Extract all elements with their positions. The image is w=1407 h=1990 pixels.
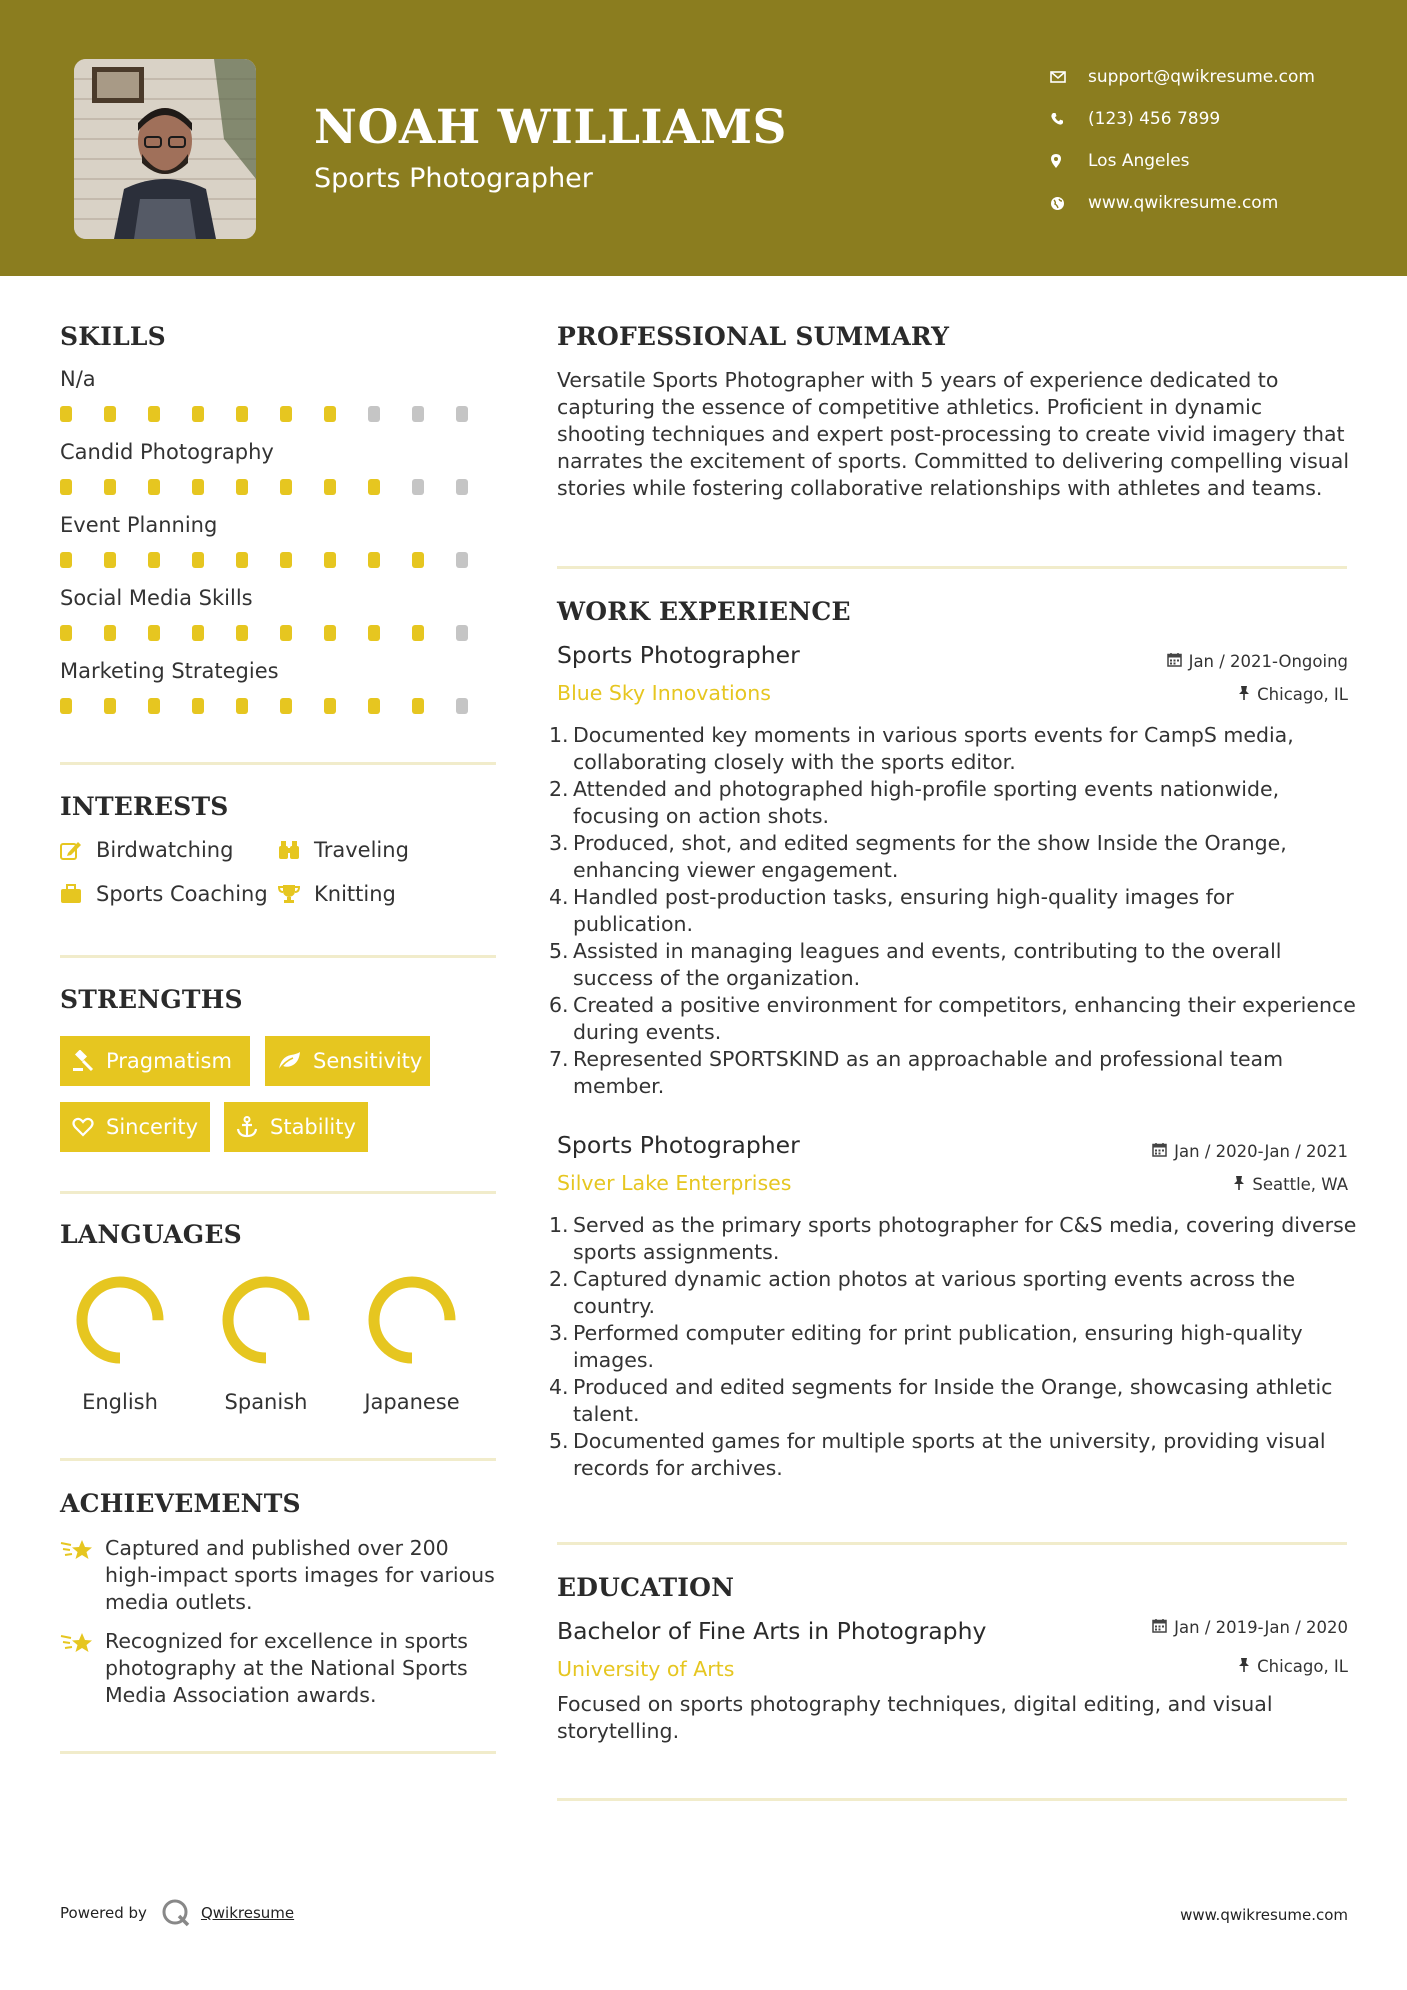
divider: [60, 1458, 496, 1461]
language-item: [352, 1272, 472, 1414]
skill-rating: [60, 625, 500, 641]
language-label: English: [82, 1390, 158, 1414]
map-pin-icon: [1050, 153, 1088, 169]
skill-dot-filled: [60, 406, 72, 422]
job-bullet: [549, 1428, 1357, 1482]
bullet-number: 4.: [549, 885, 569, 909]
bullet-number: 3.: [549, 1321, 569, 1345]
shooting-star-icon: [60, 1628, 105, 1709]
job-date: [1167, 652, 1348, 671]
bullet-number: 1.: [549, 723, 569, 747]
interests-heading: INTERESTS: [60, 792, 229, 821]
languages-heading: LANGUAGES: [60, 1220, 242, 1249]
skill-dot-filled: [324, 625, 336, 641]
skill-item: [60, 364, 500, 437]
shooting-star-icon: [60, 1535, 105, 1616]
skill-dot-filled: [412, 698, 424, 714]
skill-dot-filled: [324, 698, 336, 714]
envelope-icon: [1050, 71, 1088, 83]
interest-item: [278, 882, 396, 906]
education-date-text: Jan / 2019-Jan / 2020: [1174, 1618, 1348, 1637]
job-date-text: Jan / 2020-Jan / 2021: [1174, 1142, 1348, 1161]
skill-dot-filled: [148, 406, 160, 422]
divider: [557, 1798, 1347, 1801]
pushpin-icon: [1238, 1657, 1250, 1676]
bullet-text: Documented key moments in various sports events for CampS media, collaborating closely with the sports editor.: [573, 723, 1294, 774]
skill-dot-empty: [456, 406, 468, 422]
contact-location-text: Los Angeles: [1088, 151, 1190, 171]
job-bullet: [549, 1374, 1357, 1428]
skill-dot-filled: [280, 479, 292, 495]
footer-powered-by: [60, 1898, 294, 1928]
pencil-square-icon: [60, 840, 96, 860]
candidate-role: Sports Photographer: [314, 163, 593, 194]
calendar-icon: [1152, 1618, 1167, 1637]
skill-label: N/a: [60, 367, 96, 391]
bullet-text: Captured dynamic action photos at various sporting events across the country.: [573, 1267, 1296, 1318]
skill-dot-filled: [60, 479, 72, 495]
bullet-text: Produced, shot, and edited segments for the show Inside the Orange, enhancing viewer engagement.: [573, 831, 1287, 882]
interest-item: [60, 838, 233, 862]
skill-dot-empty: [456, 479, 468, 495]
skill-dot-empty: [456, 625, 468, 641]
skill-dot-filled: [412, 625, 424, 641]
job-bullet: [549, 1212, 1357, 1266]
achievement-text: Captured and published over 200 high-impact sports images for various media outlets.: [105, 1536, 495, 1614]
bullet-text: Served as the primary sports photographer for C&S media, covering diverse sports assignments.: [573, 1213, 1357, 1264]
qwikresume-link[interactable]: Qwikresume: [200, 1904, 295, 1922]
summary-text: Versatile Sports Photographer with 5 years of experience dedicated to capturing the essence of competitive athletics. Proficient in dynamic shooting techniques and expert post-processing to create vivid imagery that narrates the excitement of sports. Committed to delivering compelling visual stories while fostering collaborative relationships with athletes and teams.: [557, 368, 1350, 500]
skill-item: [60, 656, 500, 729]
skills-list: [60, 364, 500, 729]
skill-dot-filled: [280, 406, 292, 422]
strength-label: Stability: [270, 1115, 356, 1139]
bullet-text: Created a positive environment for competitors, enhancing their experience during events.: [573, 993, 1356, 1044]
contact-location: [1050, 140, 1315, 182]
skill-rating: [60, 479, 500, 495]
skill-dot-filled: [60, 698, 72, 714]
job-title: Sports Photographer: [557, 641, 800, 669]
skill-rating: [60, 552, 500, 568]
achievements-heading: ACHIEVEMENTS: [60, 1489, 301, 1518]
bullet-text: Documented games for multiple sports at the university, providing visual records for archives.: [573, 1429, 1326, 1480]
skill-dot-filled: [60, 625, 72, 641]
language-level-arc: [374, 1282, 450, 1358]
qwikresume-logo-icon: [161, 1898, 191, 1928]
divider: [557, 566, 1347, 569]
bullet-number: 4.: [549, 1375, 569, 1399]
bullet-number: 2.: [549, 1267, 569, 1291]
contact-email-text: support@qwikresume.com: [1088, 67, 1315, 87]
skill-dot-filled: [148, 625, 160, 641]
skill-dot-filled: [104, 406, 116, 422]
bullet-text: Produced and edited segments for Inside the Orange, showcasing athletic talent.: [573, 1375, 1333, 1426]
job-company: Blue Sky Innovations: [557, 681, 771, 705]
education-date: [1152, 1618, 1348, 1637]
bullet-text: Attended and photographed high-profile sporting events nationwide, focusing on action shots.: [573, 777, 1280, 828]
divider: [60, 762, 496, 765]
calendar-icon: [1167, 652, 1182, 671]
interest-label: Traveling: [314, 838, 409, 862]
skill-dot-filled: [324, 479, 336, 495]
language-ring: [72, 1272, 168, 1368]
skill-dot-empty: [456, 552, 468, 568]
skill-dot-filled: [412, 552, 424, 568]
contact-phone[interactable]: [1050, 98, 1315, 140]
achievement-item: [60, 1535, 500, 1616]
skill-label: Candid Photography: [60, 440, 274, 464]
bullet-text: Represented SPORTSKIND as an approachable and professional team member.: [573, 1047, 1284, 1098]
skill-label: Event Planning: [60, 513, 218, 537]
language-level-arc: [228, 1282, 304, 1358]
skill-item: [60, 583, 500, 656]
language-ring: [218, 1272, 314, 1368]
skill-dot-filled: [192, 552, 204, 568]
skill-dot-filled: [192, 406, 204, 422]
skill-dot-filled: [148, 479, 160, 495]
degree-title: Bachelor of Fine Arts in Photography: [557, 1617, 987, 1645]
bullet-number: 1.: [549, 1213, 569, 1237]
interest-item: [60, 882, 268, 906]
summary-heading: PROFESSIONAL SUMMARY: [557, 322, 950, 351]
skill-dot-filled: [148, 552, 160, 568]
interest-label: Birdwatching: [96, 838, 234, 862]
skill-dot-filled: [368, 698, 380, 714]
job-bullet: [549, 830, 1357, 884]
bullet-number: 2.: [549, 777, 569, 801]
footer-website[interactable]: www.qwikresume.com: [1180, 1906, 1348, 1924]
divider: [557, 1542, 1347, 1545]
job-bullet: [549, 938, 1357, 992]
leaf-icon: [277, 1051, 301, 1071]
skill-dot-filled: [148, 698, 160, 714]
strength-label: Sensitivity: [313, 1049, 423, 1073]
achievement-text: Recognized for excellence in sports photography at the National Sports Media Association awards.: [105, 1629, 468, 1707]
job-location-text: Chicago, IL: [1257, 685, 1348, 704]
interest-label: Knitting: [314, 882, 396, 906]
job-bullets: [549, 1212, 1357, 1482]
skill-dot-filled: [324, 552, 336, 568]
bullet-text: Assisted in managing leagues and events, contributing to the overall success of the organization.: [573, 939, 1282, 990]
job-location: [1238, 685, 1348, 704]
job-bullet: [549, 884, 1357, 938]
anchor-icon: [236, 1116, 258, 1138]
resume-header: [0, 0, 1407, 276]
school-name: University of Arts: [557, 1657, 735, 1681]
job-bullet: [549, 1046, 1357, 1100]
bullet-number: 7.: [549, 1047, 569, 1071]
skill-dot-empty: [456, 698, 468, 714]
strengths-heading: STRENGTHS: [60, 985, 243, 1014]
skill-dot-filled: [192, 625, 204, 641]
job-bullets: [549, 722, 1357, 1100]
education-heading: EDUCATION: [557, 1573, 735, 1602]
language-label: Spanish: [224, 1390, 308, 1414]
job-company: Silver Lake Enterprises: [557, 1171, 792, 1195]
binoculars-icon: [278, 840, 314, 860]
skill-dot-filled: [104, 552, 116, 568]
bullet-text: Performed computer editing for print publication, ensuring high-quality images.: [573, 1321, 1303, 1372]
bullet-number: 6.: [549, 993, 569, 1017]
strength-chip: [60, 1036, 250, 1086]
contact-email[interactable]: [1050, 56, 1315, 98]
skill-label: Social Media Skills: [60, 586, 253, 610]
job-bullet: [549, 722, 1357, 776]
job-location: [1233, 1175, 1348, 1194]
language-item: [60, 1272, 180, 1414]
skill-dot-filled: [280, 625, 292, 641]
candidate-name: NOAH WILLIAMS: [314, 100, 787, 155]
strength-chip: [224, 1102, 368, 1152]
job-bullet: [549, 992, 1357, 1046]
strength-label: Sincerity: [106, 1115, 199, 1139]
job-bullet: [549, 1320, 1357, 1374]
bullet-number: 5.: [549, 1429, 569, 1453]
bullet-number: 5.: [549, 939, 569, 963]
skill-dot-filled: [368, 552, 380, 568]
skill-dot-filled: [192, 698, 204, 714]
contact-list: [1050, 56, 1315, 224]
skill-dot-empty: [412, 479, 424, 495]
interest-label: Sports Coaching: [96, 882, 268, 906]
job-date-text: Jan / 2021-Ongoing: [1188, 652, 1348, 671]
skill-dot-filled: [60, 552, 72, 568]
skill-rating: [60, 698, 500, 714]
skill-dot-filled: [280, 552, 292, 568]
skill-dot-filled: [368, 479, 380, 495]
education-location-text: Chicago, IL: [1257, 1657, 1348, 1676]
language-level-arc: [82, 1282, 158, 1358]
divider: [60, 1751, 496, 1754]
skill-dot-filled: [104, 625, 116, 641]
calendar-icon: [1152, 1142, 1167, 1161]
job-date: [1152, 1142, 1348, 1161]
language-item: [206, 1272, 326, 1414]
skill-dot-filled: [368, 625, 380, 641]
job-title: Sports Photographer: [557, 1131, 800, 1159]
skills-heading: SKILLS: [60, 322, 166, 351]
powered-by-text: Powered by: [60, 1904, 147, 1922]
language-label: Japanese: [364, 1390, 460, 1414]
gavel-icon: [72, 1050, 94, 1072]
divider: [60, 955, 496, 958]
skill-dot-filled: [104, 479, 116, 495]
education-description: Focused on sports photography techniques, digital editing, and visual storytelling.: [557, 1692, 1273, 1743]
job-location-text: Seattle, WA: [1252, 1175, 1348, 1194]
achievement-item: [60, 1628, 500, 1709]
skill-dot-filled: [324, 406, 336, 422]
skill-dot-filled: [236, 625, 248, 641]
bullet-number: 3.: [549, 831, 569, 855]
experience-heading: WORK EXPERIENCE: [557, 597, 851, 626]
skill-dot-filled: [236, 552, 248, 568]
divider: [60, 1191, 496, 1194]
contact-phone-text: (123) 456 7899: [1088, 109, 1221, 129]
strength-chip: [60, 1102, 210, 1152]
bullet-text: Handled post-production tasks, ensuring high-quality images for publication.: [573, 885, 1234, 936]
skill-item: [60, 437, 500, 510]
skill-dot-filled: [192, 479, 204, 495]
globe-icon: [1050, 196, 1088, 211]
skill-dot-filled: [280, 698, 292, 714]
heart-icon: [72, 1117, 94, 1137]
language-ring: [364, 1272, 460, 1368]
strength-label: Pragmatism: [106, 1049, 232, 1073]
skill-dot-empty: [368, 406, 380, 422]
job-bullet: [549, 776, 1357, 830]
skill-label: Marketing Strategies: [60, 659, 279, 683]
skill-dot-filled: [236, 406, 248, 422]
skill-dot-filled: [236, 479, 248, 495]
skill-dot-empty: [412, 406, 424, 422]
skill-rating: [60, 406, 500, 422]
pushpin-icon: [1238, 685, 1250, 704]
interest-item: [278, 838, 409, 862]
briefcase-icon: [60, 884, 96, 904]
skill-dot-filled: [104, 698, 116, 714]
education-location: [1238, 1657, 1348, 1676]
job-bullet: [549, 1266, 1357, 1320]
contact-website[interactable]: [1050, 182, 1315, 224]
skill-dot-filled: [236, 698, 248, 714]
skill-item: [60, 510, 500, 583]
profile-photo: [74, 59, 256, 239]
contact-website-text: www.qwikresume.com: [1088, 193, 1279, 213]
strength-chip: [265, 1036, 430, 1086]
trophy-icon: [278, 884, 314, 904]
phone-icon: [1050, 112, 1088, 126]
pushpin-icon: [1233, 1175, 1245, 1194]
